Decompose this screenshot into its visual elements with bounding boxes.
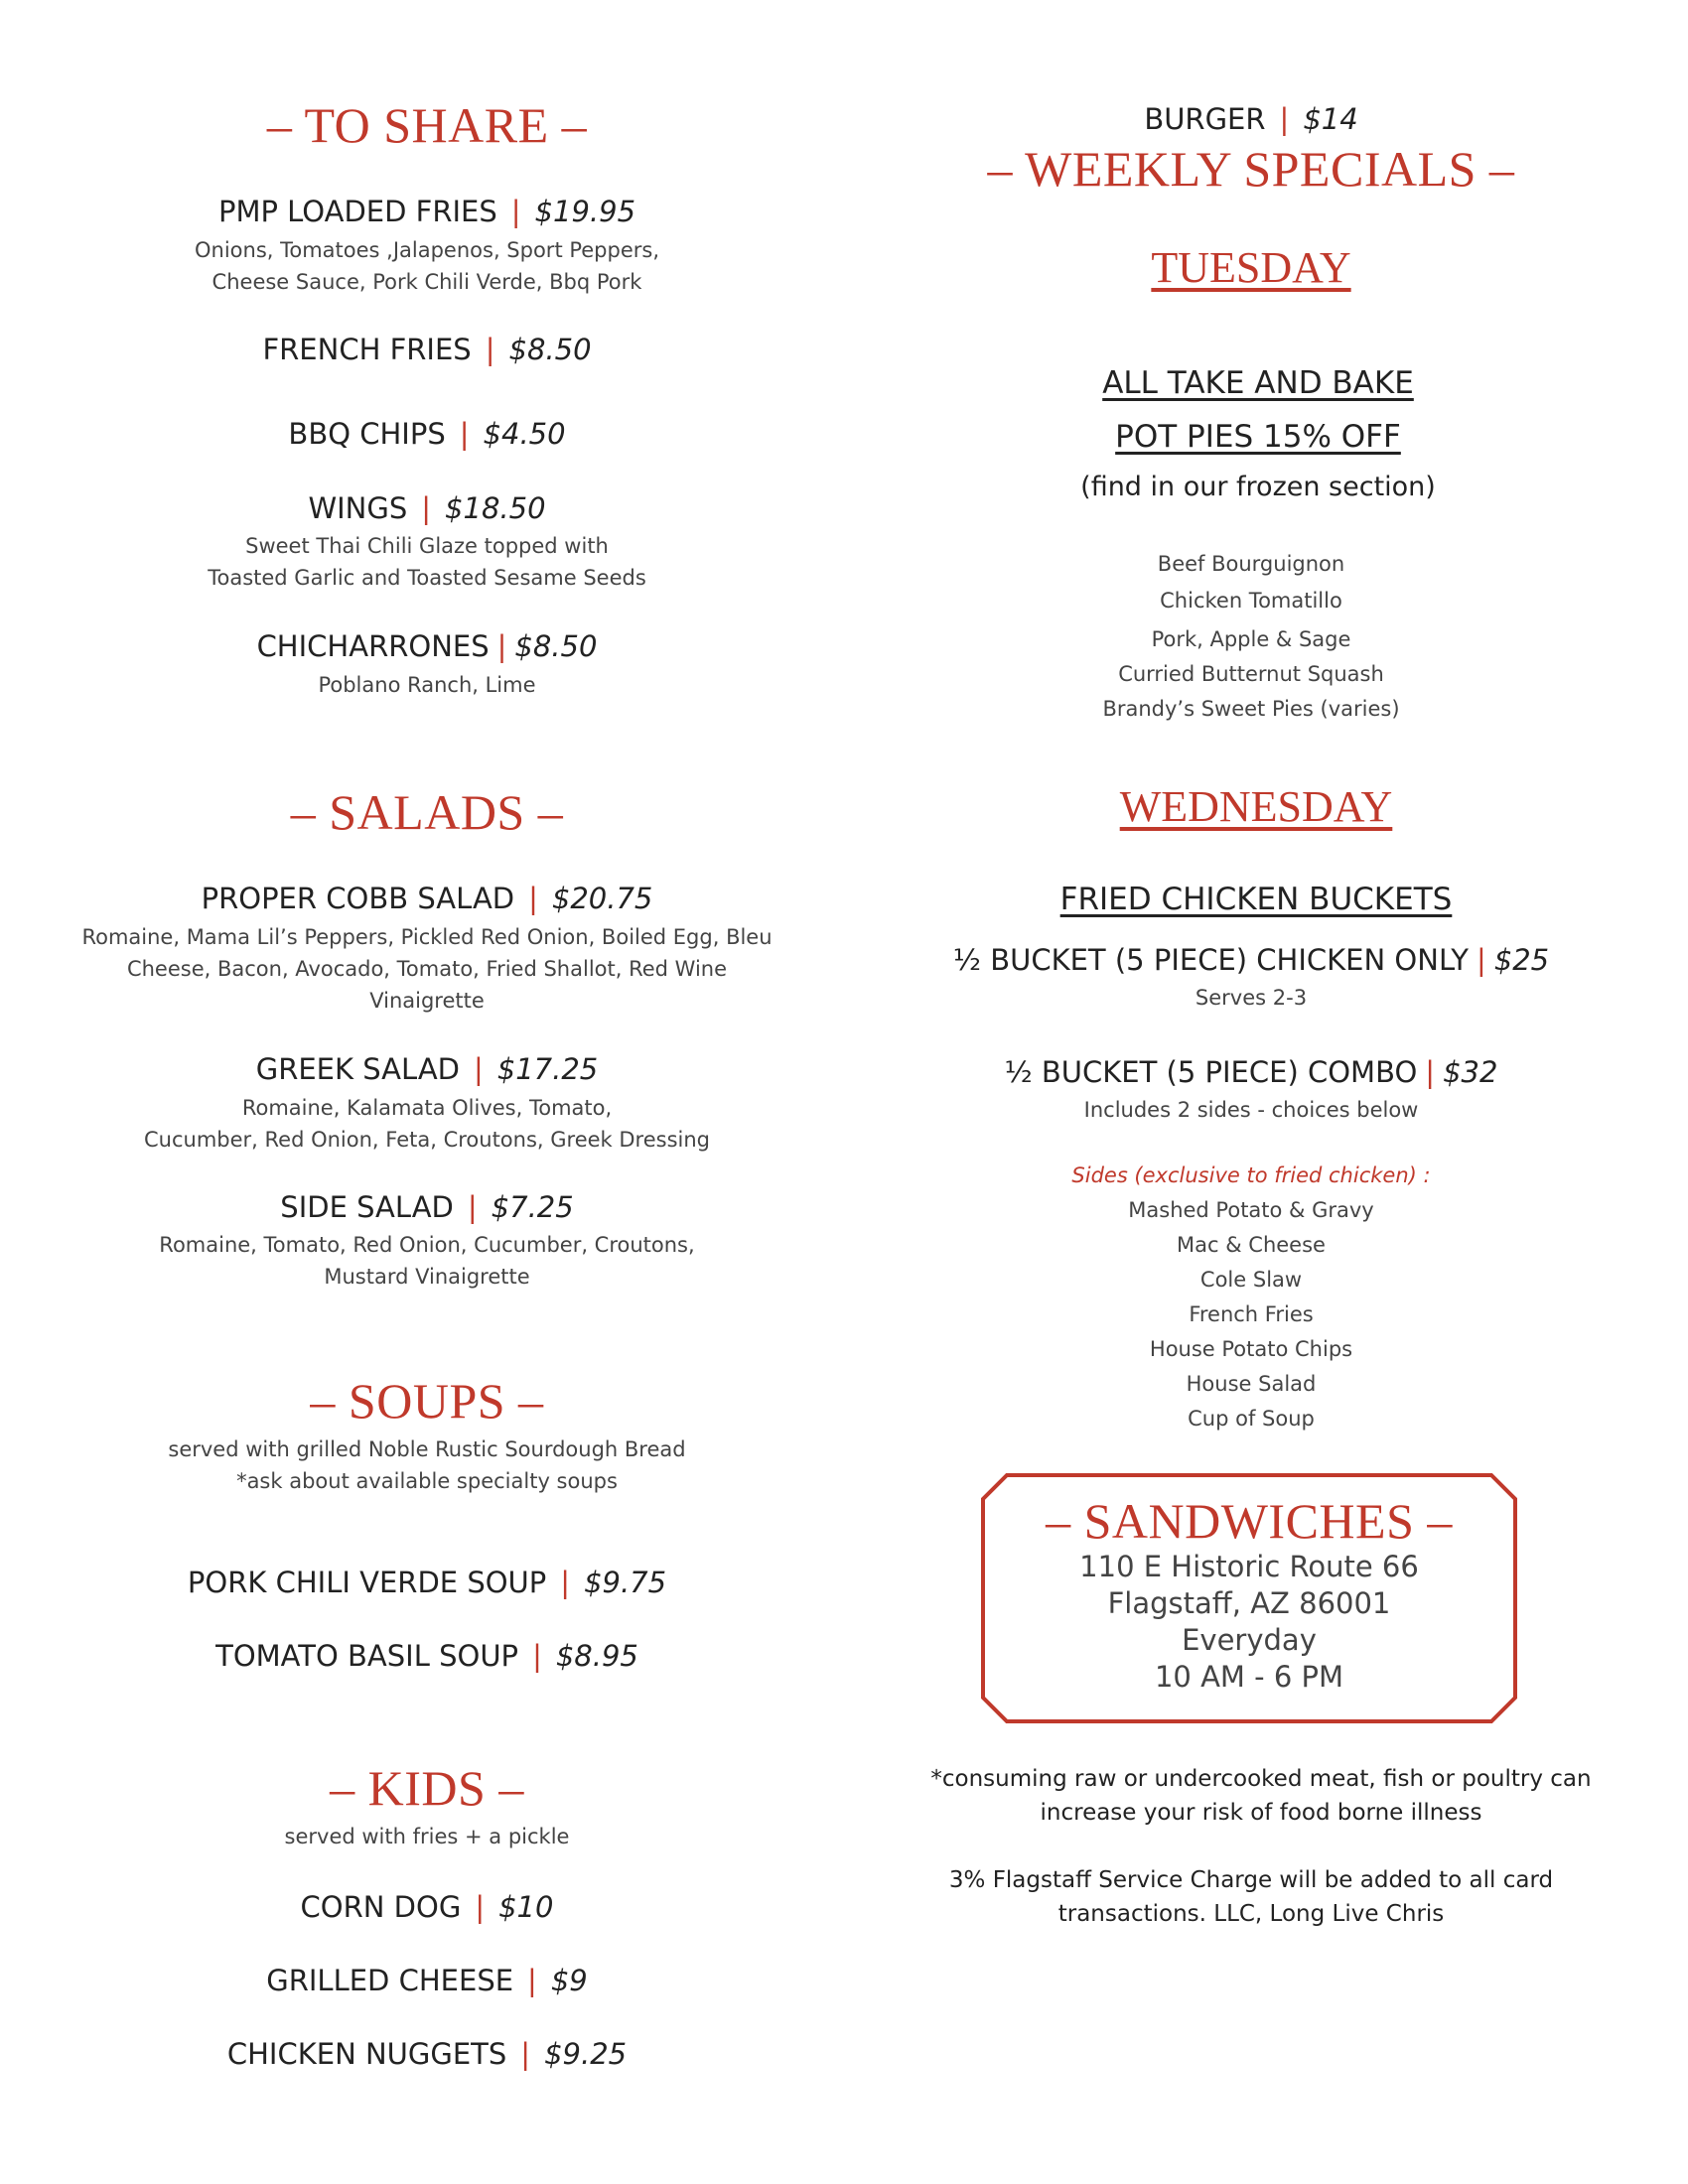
- item-description: Cheese, Bacon, Avocado, Tomato, Fried Shallot, Red Wine: [126, 957, 728, 981]
- menu-item: TOMATO BASIL SOUP | $8.95: [215, 1639, 638, 1673]
- item-name: PORK CHILI VERDE SOUP: [187, 1566, 547, 1599]
- item-name: GRILLED CHEESE: [266, 1964, 514, 1997]
- soups-note: *ask about available specialty soups: [236, 1469, 618, 1493]
- item-name: PMP LOADED FRIES: [217, 195, 497, 228]
- side-item: House Potato Chips: [1149, 1337, 1353, 1361]
- item-price: $4.50: [483, 417, 566, 451]
- menu-item: CORN DOG | $10: [300, 1890, 554, 1924]
- burger-item: BURGER | $14: [1144, 102, 1358, 136]
- item-name: CHICKEN NUGGETS: [226, 2037, 507, 2071]
- side-item: House Salad: [1186, 1372, 1317, 1396]
- sides-title: Sides (exclusive to fried chicken) :: [1071, 1163, 1431, 1187]
- item-price: $32: [1443, 1055, 1498, 1089]
- side-item: Cole Slaw: [1199, 1268, 1303, 1292]
- tuesday-subtitle: (find in our frozen section): [1080, 472, 1436, 502]
- item-description: Onions, Tomatoes ,Jalapenos, Sport Peppers,: [194, 238, 660, 262]
- weekly-specials-heading: – WEEKLY SPECIALS –: [987, 141, 1515, 197]
- hours-line: Everyday: [1182, 1623, 1317, 1657]
- tuesday-title: ALL TAKE AND BAKE: [1102, 365, 1414, 401]
- item-description: Cheese Sauce, Pork Chili Verde, Bbq Pork: [211, 270, 642, 294]
- item-price: $9: [550, 1964, 588, 1997]
- item-price: $17.25: [496, 1052, 599, 1086]
- side-item: Cup of Soup: [1188, 1407, 1315, 1431]
- sandwiches-heading: – SANDWICHES –: [1046, 1493, 1453, 1549]
- menu-item: BBQ CHIPS | $4.50: [288, 417, 566, 451]
- item-name: ½ BUCKET (5 PIECE) CHICKEN ONLY: [952, 943, 1469, 977]
- sandwiches-box: [981, 1473, 1517, 1723]
- kids-note: served with fries + a pickle: [284, 1825, 570, 1848]
- side-item: Mac & Cheese: [1177, 1233, 1326, 1257]
- to-share-heading: – TO SHARE –: [266, 97, 588, 153]
- item-name: FRENCH FRIES: [262, 333, 472, 366]
- menu-item: SIDE SALAD | $7.25: [280, 1190, 574, 1224]
- item-price: $25: [1493, 943, 1550, 977]
- menu-item: GREEK SALAD | $17.25: [255, 1052, 599, 1086]
- item-name: TOMATO BASIL SOUP: [215, 1639, 519, 1673]
- item-description: Serves 2-3: [1195, 986, 1308, 1010]
- address-line: 110 E Historic Route 66: [1079, 1550, 1419, 1583]
- item-name: PROPER COBB SALAD: [201, 882, 515, 915]
- tuesday-title: POT PIES 15% OFF: [1115, 419, 1401, 455]
- item-price: $20.75: [551, 882, 653, 915]
- left-column: [70, 0, 784, 2184]
- item-name: ½ BUCKET (5 PIECE) COMBO: [1004, 1055, 1418, 1089]
- side-item: French Fries: [1189, 1302, 1314, 1326]
- food-warning: increase your risk of food borne illness: [1040, 1800, 1482, 1826]
- address-line: Flagstaff, AZ 86001: [1107, 1586, 1391, 1620]
- menu-item: ½ BUCKET (5 PIECE) CHICKEN ONLY | $25: [952, 943, 1550, 977]
- item-price: $8.50: [508, 333, 592, 366]
- item-description: Toasted Garlic and Toasted Sesame Seeds: [208, 566, 646, 590]
- salads-heading: – SALADS –: [290, 784, 564, 840]
- item-name: BURGER: [1144, 102, 1266, 136]
- hours-line: 10 AM - 6 PM: [1154, 1660, 1344, 1694]
- item-name: SIDE SALAD: [280, 1190, 454, 1224]
- item-description: Romaine, Kalamata Olives, Tomato,: [241, 1096, 613, 1120]
- menu-item: PROPER COBB SALAD | $20.75: [201, 882, 653, 915]
- food-warning: *consuming raw or undercooked meat, fish or poultry can: [930, 1766, 1592, 1792]
- pie-item: Pork, Apple & Sage: [1151, 627, 1351, 651]
- pie-item: Curried Butternut Squash: [1118, 662, 1384, 686]
- soups-heading: – SOUPS –: [310, 1373, 544, 1429]
- item-price: $8.95: [555, 1639, 638, 1673]
- wednesday-heading: WEDNESDAY: [1119, 782, 1393, 831]
- item-description: Vinaigrette: [369, 989, 485, 1013]
- soups-note: served with grilled Noble Rustic Sourdough Bread: [168, 1437, 686, 1461]
- item-price: $7.25: [491, 1190, 574, 1224]
- menu-item: PORK CHILI VERDE SOUP | $9.75: [187, 1566, 667, 1599]
- service-charge-note: 3% Flagstaff Service Charge will be added to all card: [948, 1867, 1554, 1893]
- item-description: Sweet Thai Chili Glaze topped with: [245, 534, 609, 558]
- item-price: $18.50: [445, 491, 546, 525]
- item-name: GREEK SALAD: [255, 1052, 460, 1086]
- menu-item: ½ BUCKET (5 PIECE) COMBO | $32: [1004, 1055, 1498, 1089]
- item-price: $9.75: [584, 1566, 667, 1599]
- item-name: CHICHARRONES: [256, 629, 490, 663]
- menu-item: CHICHARRONES | $8.50: [256, 629, 598, 663]
- pie-item: Chicken Tomatillo: [1160, 589, 1342, 613]
- right-column: [894, 0, 1609, 2184]
- menu-item: PMP LOADED FRIES | $19.95: [217, 195, 636, 228]
- item-price: $19.95: [534, 195, 636, 228]
- item-description: Poblano Ranch, Lime: [318, 673, 536, 697]
- kids-heading: – KIDS –: [330, 1760, 524, 1816]
- wednesday-title: FRIED CHICKEN BUCKETS: [1059, 882, 1453, 917]
- menu-item: CHICKEN NUGGETS | $9.25: [226, 2037, 628, 2071]
- pie-item: Brandy’s Sweet Pies (varies): [1102, 697, 1400, 721]
- item-name: CORN DOG: [300, 1890, 462, 1924]
- side-item: Mashed Potato & Gravy: [1128, 1198, 1374, 1222]
- tuesday-heading: TUESDAY: [1151, 243, 1351, 292]
- menu-item: WINGS | $18.50: [308, 491, 546, 525]
- item-description: Romaine, Mama Lil’s Peppers, Pickled Red Onion, Boiled Egg, Bleu: [81, 925, 773, 949]
- item-name: WINGS: [308, 491, 408, 525]
- item-description: Romaine, Tomato, Red Onion, Cucumber, Croutons,: [159, 1233, 695, 1257]
- service-charge-note: transactions. LLC, Long Live Chris: [1057, 1901, 1445, 1927]
- item-description: Includes 2 sides - choices below: [1083, 1098, 1419, 1122]
- menu-item: FRENCH FRIES | $8.50: [262, 333, 592, 366]
- menu-item: GRILLED CHEESE | $9: [266, 1964, 588, 1997]
- item-description: Mustard Vinaigrette: [324, 1265, 530, 1289]
- item-name: BBQ CHIPS: [288, 417, 446, 451]
- pie-item: Beef Bourguignon: [1157, 552, 1345, 576]
- item-price: $9.25: [544, 2037, 628, 2071]
- item-price: $14: [1303, 102, 1358, 136]
- item-description: Cucumber, Red Onion, Feta, Croutons, Greek Dressing: [144, 1128, 710, 1152]
- item-price: $8.50: [514, 629, 598, 663]
- item-price: $10: [498, 1890, 554, 1924]
